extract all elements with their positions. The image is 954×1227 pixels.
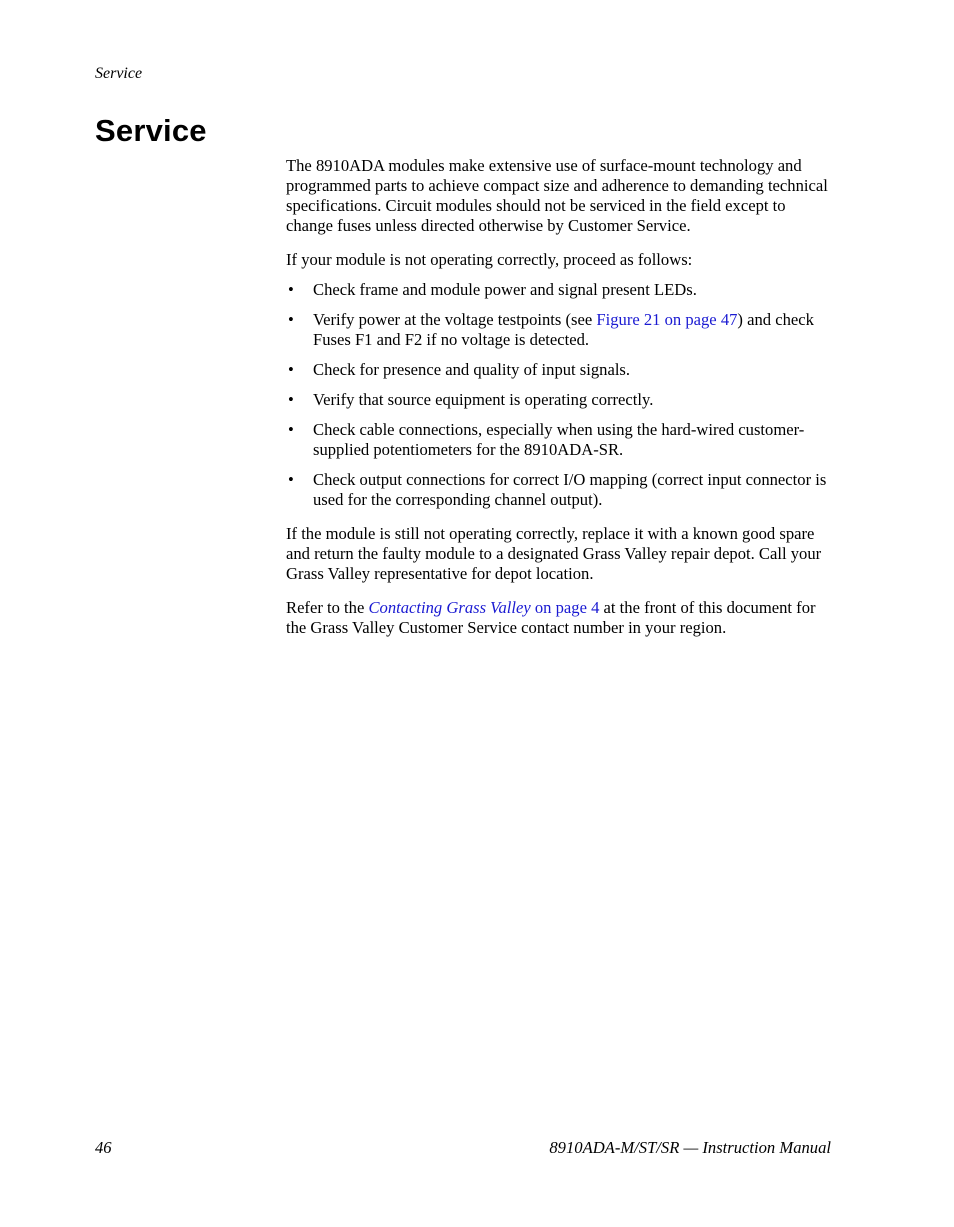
figure-21-link[interactable]: Figure 21 on page 47 [596, 310, 738, 329]
refer-text-before: Refer to the [286, 598, 369, 617]
bullet-icon: • [288, 470, 294, 489]
bullet-icon: • [288, 420, 294, 439]
page-number: 46 [95, 1138, 112, 1157]
contacting-grass-valley-link-title: Contacting Grass Valley [368, 598, 531, 617]
bullet-icon: • [288, 280, 294, 299]
list-item [286, 310, 834, 350]
list-item [286, 390, 834, 410]
list-item [286, 470, 834, 510]
repair-paragraph: If the module is still not operating correctly, replace it with a known good spare and return the faulty module to a designated Grass Valley repair depot. Call your Grass Valley representative for depot location. [286, 524, 822, 583]
list-item-text-after: ) and check Fuses F1 and F2 if no voltage is detected. [313, 310, 814, 349]
lead-paragraph: If your module is not operating correctly, proceed as follows: [286, 250, 693, 269]
bullet-icon: • [288, 390, 294, 409]
intro-paragraph: The 8910ADA modules make extensive use of surface-mount technology and programmed parts to achieve compact size and adherence to demanding technical specifications. Circuit modules should not be serviced in the field except to change fuses unless directed otherwise by Customer Service. [286, 156, 828, 235]
manual-title: 8910ADA-M/ST/SR — Instruction Manual [549, 1138, 831, 1157]
body-content [286, 156, 834, 638]
list-item [286, 420, 834, 460]
list-item [286, 360, 834, 380]
list-item-text: Verify that source equipment is operating correctly. [313, 390, 654, 409]
bullet-icon: • [288, 310, 294, 329]
list-item [286, 280, 834, 300]
list-item-text-before: Verify power at the voltage testpoints (see [313, 310, 597, 329]
contacting-grass-valley-link[interactable] [368, 598, 599, 617]
contacting-grass-valley-link-page: on page 4 [530, 598, 600, 617]
list-item-text: Check cable connections, especially when using the hard-wired customer-supplied potentiometers for the 8910ADA-SR. [313, 420, 805, 459]
refer-paragraph [286, 598, 834, 638]
refer-text-after: at the front of this document for the Grass Valley Customer Service contact number in your region. [286, 598, 816, 637]
section-title: Service [95, 113, 207, 148]
bullet-icon: • [288, 360, 294, 379]
troubleshooting-list [286, 280, 834, 510]
list-item-text: Check output connections for correct I/O mapping (correct input connector is used for the corresponding channel output). [313, 470, 827, 509]
list-item-text: Check for presence and quality of input signals. [313, 360, 631, 379]
list-item-text: Check frame and module power and signal present LEDs. [313, 280, 697, 299]
running-header: Service [95, 65, 143, 82]
